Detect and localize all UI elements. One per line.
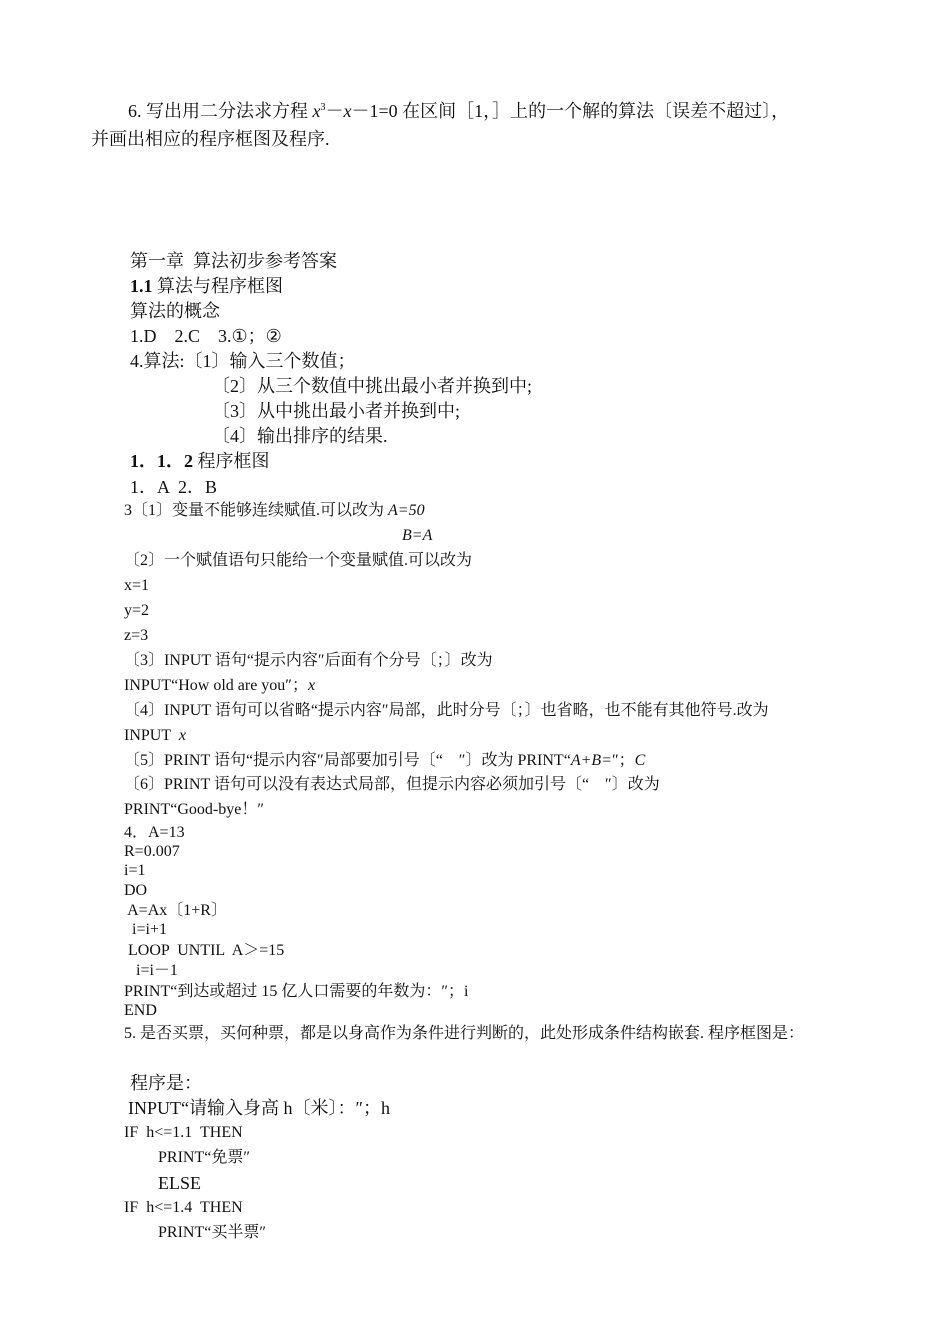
- q4-code-line: 4．A=13: [124, 824, 185, 841]
- concept-title: 算法的概念: [130, 301, 220, 321]
- q4-step-3: 〔3〕从中挑出最小者并换到中;: [212, 401, 460, 421]
- q3-part-2: 〔2〕一个赋值语句只能给一个变量赋值.可以改为: [124, 552, 473, 569]
- q3-part-1: 3〔1〕变量不能够连续赋值.可以改为 A=50: [124, 502, 425, 519]
- q5-code-line: IF h<=1.4 THEN: [124, 1199, 243, 1216]
- q4-code-line: END: [124, 1002, 157, 1019]
- answers-q1-2: 1．A 2．B: [130, 477, 218, 497]
- q3-part-5: 〔5〕PRINT 语句“提示内容″局部要加引号〔“ ″〕改为 PRINT“A+B=″；C: [124, 752, 646, 769]
- code-line: y=2: [124, 602, 150, 619]
- q5-code-line: PRINT“免票″: [158, 1149, 250, 1166]
- q3-part-6-code: PRINT“Good-bye！″: [124, 801, 264, 818]
- q5-code-line: INPUT“请输入身高 h〔米〕：″；h: [128, 1098, 390, 1118]
- q3-part-6: 〔6〕PRINT 语句可以没有表达式局部，但提示内容必须加引号〔“ ″〕改为: [124, 776, 660, 793]
- q5-text: 5. 是否买票，买何种票，都是以身高作为条件进行判断的，此处形成条件结构嵌套. 程序框图是：: [124, 1025, 805, 1042]
- q3-part-1-code: B=A: [402, 527, 433, 544]
- problem-6-line-2: 并画出相应的程序框图及程序.: [91, 129, 330, 149]
- q3-part-4-code: INPUT x: [124, 727, 186, 744]
- q4-code-line: i=i－1: [124, 962, 178, 979]
- q4-line: 4.算法:〔1〕输入三个数值；: [130, 351, 356, 371]
- q4-code-line: i=i+1: [124, 921, 167, 938]
- q5-code-line: IF h<=1.1 THEN: [124, 1124, 243, 1141]
- q5-code-line: ELSE: [158, 1173, 201, 1193]
- q3-part-3: 〔3〕INPUT 语句“提示内容″后面有个分号〔；〕改为: [124, 652, 493, 669]
- q4-code-line: LOOP UNTIL A＞=15: [124, 942, 285, 959]
- code-line: x=1: [124, 577, 150, 594]
- q4-step-2: 〔2〕从三个数值中挑出最小者并换到中;: [212, 376, 532, 396]
- q3-part-4: 〔4〕INPUT 语句可以省略“提示内容″局部，此时分号〔；〕也省略，也不能有其他符号.改为: [124, 702, 769, 719]
- q4-code-line: DO: [124, 882, 148, 899]
- q4-code-line: A=Ax〔1+R〕: [124, 902, 227, 919]
- q4-code-line: PRINT“到达或超过 15 亿人口需要的年数为：″；i: [124, 983, 469, 1000]
- q3-part-3-code: INPUT“How old are you″；x: [124, 677, 316, 694]
- q4-code-line: i=1: [124, 862, 146, 879]
- answers-q1-3: 1.D 2.C 3.①；②: [130, 326, 282, 346]
- q5-program-title: 程序是：: [130, 1073, 202, 1093]
- section-1-1-heading: 1.1 算法与程序框图: [130, 276, 283, 296]
- code-line: z=3: [124, 627, 149, 644]
- q5-code-line: PRINT“买半票″: [158, 1224, 266, 1241]
- problem-6-line-1: 6. 写出用二分法求方程 $x^3-x-1=0$ 在区间［1，］上的一个解的算法〔误差不超过〕，: [128, 101, 790, 121]
- section-1-1-2-heading: 1．1．2 程序框图: [130, 451, 270, 471]
- chapter-title: 第一章 算法初步参考答案: [130, 251, 337, 271]
- q4-step-4: 〔4〕输出排序的结果.: [212, 426, 388, 446]
- q4-code-line: R=0.007: [124, 843, 180, 860]
